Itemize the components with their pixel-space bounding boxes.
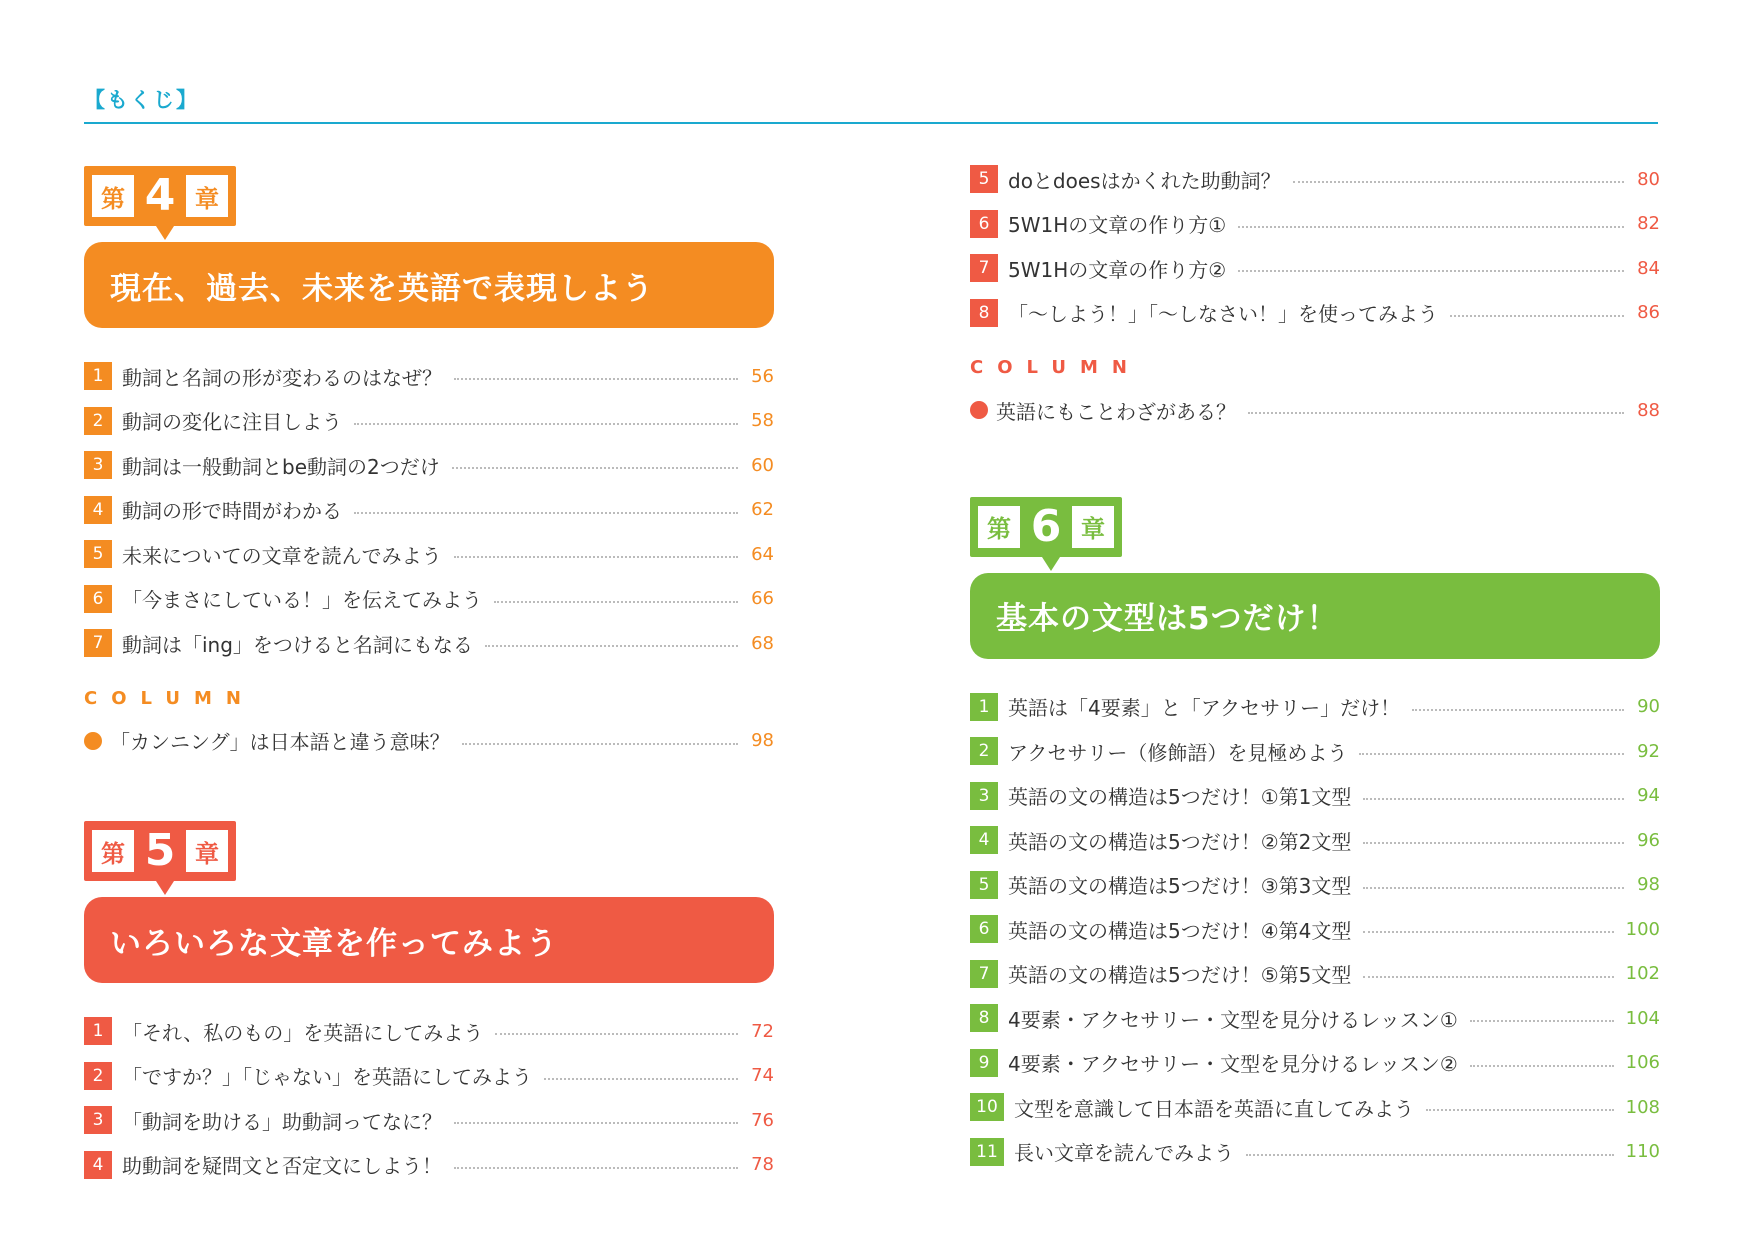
entry-title: doとdoesはかくれた助動詞？ xyxy=(1008,168,1281,193)
chapter-4-section xyxy=(84,166,774,763)
entry-number: 3 xyxy=(970,782,998,810)
entry-number: 4 xyxy=(970,826,998,854)
dot-leader xyxy=(1363,798,1624,800)
dot-leader xyxy=(1412,709,1624,711)
chapter-6-badge xyxy=(970,497,1122,557)
entry-title: 英語にもことわざがある？ xyxy=(996,399,1236,424)
entry-number: 5 xyxy=(84,540,112,568)
entry-title: 英語の文の構造は5つだけ！③第3文型 xyxy=(1008,874,1352,899)
chapter-number: 5 xyxy=(144,825,176,876)
dot-leader xyxy=(454,556,738,558)
entry-title: 英語の文の構造は5つだけ！④第4文型 xyxy=(1008,918,1352,943)
dot-leader xyxy=(454,1122,738,1124)
entry-page: 92 xyxy=(1637,740,1660,762)
entry-number: 5 xyxy=(970,165,998,193)
chapter-dai-kanji: 第 xyxy=(92,830,134,872)
dot-leader xyxy=(1363,887,1624,889)
chapter-sho-kanji: 章 xyxy=(186,830,228,872)
entry-title: 「～しよう！」「～しなさい！」を使ってみよう xyxy=(1008,302,1438,327)
entry-number: 4 xyxy=(84,1151,112,1179)
entry-page: 82 xyxy=(1637,213,1660,235)
dot-leader xyxy=(1470,1020,1614,1022)
entry-page: 66 xyxy=(751,588,774,610)
entry-page: 94 xyxy=(1637,785,1660,807)
chapter-5-title[interactable]: いろいろな文章を作ってみよう xyxy=(84,897,774,983)
chapter-5-toc xyxy=(84,1009,774,1187)
entry-page: 102 xyxy=(1625,963,1660,985)
dot-leader xyxy=(1293,181,1624,183)
toc-entry[interactable] xyxy=(970,907,1660,952)
toc-entry[interactable] xyxy=(970,685,1660,730)
chapter-6-title[interactable]: 基本の文型は5つだけ！ xyxy=(970,573,1660,659)
chapter-4-title[interactable]: 現在、過去、未来を英語で表現しよう xyxy=(84,242,774,328)
toc-entry[interactable] xyxy=(84,1009,774,1054)
column-heading: COLUMN xyxy=(84,687,255,709)
toc-entry[interactable] xyxy=(84,443,774,488)
entry-page: 80 xyxy=(1637,168,1660,190)
entry-page: 62 xyxy=(751,499,774,521)
entry-page: 86 xyxy=(1637,302,1660,324)
bullet-icon xyxy=(84,732,102,750)
chapter-number: 6 xyxy=(1030,500,1062,552)
page-title: 【もくじ】 xyxy=(84,88,199,112)
chapter-5-continued xyxy=(970,157,1660,433)
chapter-5-section xyxy=(84,821,774,1187)
column-entry[interactable] xyxy=(84,719,774,764)
dot-leader xyxy=(1450,315,1624,317)
entry-page: 60 xyxy=(751,454,774,476)
entry-number: 3 xyxy=(84,451,112,479)
dot-leader xyxy=(1363,931,1613,933)
entry-number: 1 xyxy=(84,362,112,390)
chapter-dai-kanji: 第 xyxy=(978,506,1020,548)
dot-leader xyxy=(544,1078,738,1080)
toc-entry[interactable] xyxy=(970,157,1660,202)
chapter-sho-kanji: 章 xyxy=(186,175,228,217)
entry-number: 6 xyxy=(970,915,998,943)
toc-entry[interactable] xyxy=(84,399,774,444)
toc-entry[interactable] xyxy=(970,952,1660,997)
entry-number: 8 xyxy=(970,299,998,327)
entry-page: 90 xyxy=(1637,696,1660,718)
entry-title: 動詞の変化に注目しよう xyxy=(122,410,342,435)
entry-title: 「それ、私のもの」を英語にしてみよう xyxy=(122,1020,484,1045)
entry-title: 4要素・アクセサリー・文型を見分けるレッスン② xyxy=(1008,1052,1458,1077)
entry-number: 3 xyxy=(84,1106,112,1134)
chapter-5-badge xyxy=(84,821,236,881)
toc-entry[interactable] xyxy=(84,1143,774,1188)
dot-leader xyxy=(1363,976,1613,978)
entry-title: 動詞は「ing」をつけると名詞にもなる xyxy=(122,632,473,657)
entry-title: 動詞と名詞の形が変わるのはなぜ？ xyxy=(122,365,442,390)
dot-leader xyxy=(1248,412,1624,414)
entry-page: 104 xyxy=(1625,1007,1660,1029)
toc-entry[interactable] xyxy=(84,1054,774,1099)
entry-number: 4 xyxy=(84,496,112,524)
entry-page: 56 xyxy=(751,365,774,387)
dot-leader xyxy=(454,1167,738,1169)
entry-title: 動詞の形で時間がわかる xyxy=(122,499,342,524)
toc-entry[interactable] xyxy=(84,621,774,666)
entry-number: 2 xyxy=(970,737,998,765)
dot-leader xyxy=(494,601,738,603)
entry-title: 5W1Hの文章の作り方① xyxy=(1008,213,1227,238)
entry-number: 5 xyxy=(970,871,998,899)
column-heading: COLUMN xyxy=(970,357,1141,378)
chapter-4-toc xyxy=(84,354,774,666)
entry-number: 7 xyxy=(970,960,998,988)
chapter-5-toc-continued xyxy=(970,157,1660,335)
entry-number: 6 xyxy=(970,210,998,238)
entry-page: 64 xyxy=(751,543,774,565)
entry-title: 「動詞を助ける」助動詞ってなに？ xyxy=(122,1109,442,1134)
entry-number: 7 xyxy=(84,629,112,657)
dot-leader xyxy=(354,423,738,425)
entry-page: 100 xyxy=(1625,918,1660,940)
entry-number: 11 xyxy=(970,1138,1004,1166)
entry-page: 78 xyxy=(751,1154,774,1176)
toc-entry[interactable] xyxy=(970,291,1660,336)
entry-title: 英語の文の構造は5つだけ！⑤第5文型 xyxy=(1008,963,1352,988)
toc-entry[interactable] xyxy=(970,1085,1660,1130)
dot-leader xyxy=(1246,1154,1614,1156)
toc-entry[interactable] xyxy=(84,577,774,622)
dot-leader xyxy=(485,645,738,647)
chapter-number: 4 xyxy=(144,170,176,221)
entry-title: 未来についての文章を読んでみよう xyxy=(122,543,442,568)
toc-entry[interactable] xyxy=(970,774,1660,819)
toc-entry[interactable] xyxy=(970,863,1660,908)
chapter-6-toc xyxy=(970,685,1660,1175)
toc-entry[interactable] xyxy=(84,354,774,399)
toc-entry[interactable] xyxy=(970,818,1660,863)
entry-title: 助動詞を疑問文と否定文にしよう！ xyxy=(122,1154,442,1179)
entry-number: 2 xyxy=(84,407,112,435)
chapter-sho-kanji: 章 xyxy=(1072,506,1114,548)
chapter-dai-kanji: 第 xyxy=(92,175,134,217)
entry-page: 98 xyxy=(751,730,774,752)
entry-title: 「今まさにしている！」を伝えてみよう xyxy=(122,588,482,613)
header-divider xyxy=(84,122,1658,124)
bullet-icon xyxy=(970,401,988,419)
entry-title: 5W1Hの文章の作り方② xyxy=(1008,257,1227,282)
toc-entry[interactable] xyxy=(970,246,1660,291)
toc-entry[interactable] xyxy=(970,1130,1660,1175)
dot-leader xyxy=(1470,1065,1614,1067)
entry-number: 1 xyxy=(970,693,998,721)
column-entry[interactable] xyxy=(970,388,1660,433)
dot-leader xyxy=(454,378,738,380)
entry-title: 英語は「4要素」と「アクセサリー」だけ！ xyxy=(1008,696,1401,721)
entry-page: 96 xyxy=(1637,829,1660,851)
toc-entry[interactable] xyxy=(970,202,1660,247)
dot-leader xyxy=(462,743,738,745)
entry-title: 「ですか？」「じゃない」を英語にしてみよう xyxy=(122,1065,532,1090)
entry-number: 7 xyxy=(970,254,998,282)
entry-page: 108 xyxy=(1625,1096,1660,1118)
dot-leader xyxy=(1238,270,1624,272)
entry-page: 88 xyxy=(1637,399,1660,421)
dot-leader xyxy=(1238,226,1624,228)
entry-page: 110 xyxy=(1625,1141,1660,1163)
left-column xyxy=(84,166,774,1187)
toc-entry[interactable] xyxy=(970,1041,1660,1086)
dot-leader xyxy=(495,1033,738,1035)
entry-page: 72 xyxy=(751,1020,774,1042)
entry-page: 84 xyxy=(1637,257,1660,279)
entry-page: 98 xyxy=(1637,874,1660,896)
entry-page: 74 xyxy=(751,1065,774,1087)
entry-title: 英語の文の構造は5つだけ！①第1文型 xyxy=(1008,785,1352,810)
entry-title: 英語の文の構造は5つだけ！②第2文型 xyxy=(1008,829,1352,854)
dot-leader xyxy=(452,467,738,469)
toc-entry[interactable] xyxy=(970,996,1660,1041)
entry-title: 文型を意識して日本語を英語に直してみよう xyxy=(1014,1096,1414,1121)
entry-title: 「カンニング」は日本語と違う意味？ xyxy=(110,730,450,755)
entry-title: アクセサリー（修飾語）を見極めよう xyxy=(1008,740,1348,765)
right-column xyxy=(970,157,1660,1174)
entry-page: 76 xyxy=(751,1109,774,1131)
dot-leader xyxy=(1359,753,1624,755)
entry-number: 10 xyxy=(970,1093,1004,1121)
entry-number: 8 xyxy=(970,1004,998,1032)
entry-page: 58 xyxy=(751,410,774,432)
entry-number: 1 xyxy=(84,1017,112,1045)
entry-number: 6 xyxy=(84,585,112,613)
entry-page: 68 xyxy=(751,632,774,654)
chapter-6-section xyxy=(970,497,1660,1175)
entry-title: 4要素・アクセサリー・文型を見分けるレッスン① xyxy=(1008,1007,1458,1032)
entry-number: 9 xyxy=(970,1049,998,1077)
toc-entry[interactable] xyxy=(84,532,774,577)
dot-leader xyxy=(354,512,738,514)
toc-entry[interactable] xyxy=(970,729,1660,774)
entry-title: 長い文章を読んでみよう xyxy=(1014,1141,1234,1166)
toc-entry[interactable] xyxy=(84,1098,774,1143)
entry-page: 106 xyxy=(1625,1052,1660,1074)
chapter-4-badge xyxy=(84,166,236,226)
dot-leader xyxy=(1363,842,1624,844)
toc-entry[interactable] xyxy=(84,488,774,533)
entry-number: 2 xyxy=(84,1062,112,1090)
entry-title: 動詞は一般動詞とbe動詞の2つだけ xyxy=(122,454,440,479)
dot-leader xyxy=(1426,1109,1614,1111)
